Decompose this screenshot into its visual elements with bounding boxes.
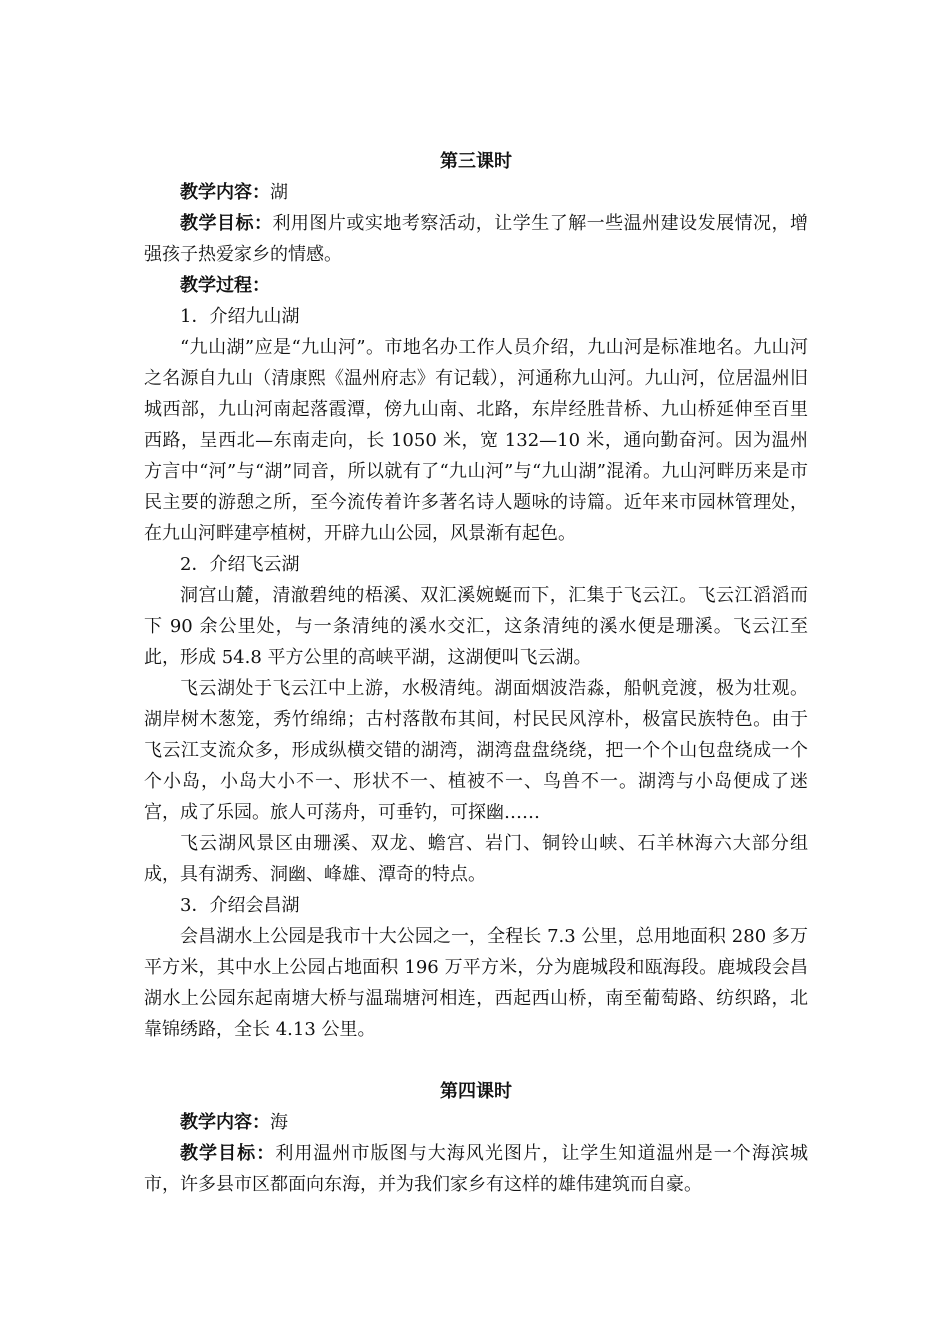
lesson4-content-line (144, 1107, 808, 1138)
lesson4-content-label: 教学内容： (180, 1112, 270, 1133)
lesson3-content-value: 湖 (270, 182, 288, 203)
lesson3-item3-paragraph: 会昌湖水上公园是我市十大公园之一，全程长 7.3 公里，总用地面积 280 多万平方米，其中水上公园占地面积 196 万平方米，分为鹿城段和瓯海段。鹿城段会昌湖水上公园东起南塘大桥与温瑞塘河相连，西起西山桥，南至葡萄路、纺织路，北靠锦绣路，全长 4.13 公里。 (144, 926, 808, 1040)
lesson3-item1-heading: 1．介绍九山湖 (180, 306, 300, 327)
lesson3-item2-paragraph-3: 飞云湖风景区由珊溪、双龙、蟾宫、岩门、铜铃山峡、石羊林海六大部分组成，具有湖秀、洞幽、峰雄、潭奇的特点。 (144, 833, 808, 885)
lesson3-process-label-line (144, 270, 808, 301)
lesson3-goal-label: 教学目标： (180, 213, 273, 234)
lesson3-item3-heading: 3．介绍会昌湖 (180, 895, 300, 916)
lesson3-title: 第三课时 (440, 151, 512, 172)
lesson4-content-value: 海 (270, 1112, 288, 1133)
lesson3-content-line (144, 177, 808, 208)
lesson4-goal-line (144, 1138, 808, 1200)
lesson3-item1-paragraph: “九山湖”应是“九山河”。市地名办工作人员介绍，九山河是标准地名。九山河之名源自九山（清康熙《温州府志》有记载），河通称九山河。九山河，位居温州旧城西部，九山河南起落霞潭，傍九山南、北路，东岸经胜昔桥、九山桥延伸至百里西路，呈西北—东南走向，长 1050 米，宽 132—10 米，通向勤奋河。因为温州方言中“河”与“湖”同音，所以就有了“九山河”与“九山湖”混淆。九山河畔历来是市民主要的游憩之所，至今流传着许多著名诗人题咏的诗篇。近年来市园林管理处，在九山河畔建亭植树，开辟九山公园，风景渐有起色。 (144, 337, 808, 544)
lesson4-title: 第四课时 (440, 1081, 512, 1102)
lesson3-content-label: 教学内容： (180, 182, 270, 203)
lesson3-process-label: 教学过程： (180, 275, 270, 296)
lesson3-goal-text: 利用图片或实地考察活动，让学生了解一些温州建设发展情况，增强孩子热爱家乡的情感。 (144, 213, 809, 265)
lesson4-goal-text: 利用温州市版图与大海风光图片，让学生知道温州是一个海滨城市，许多县市区都面向东海，并为我们家乡有这样的雄伟建筑而自豪。 (144, 1143, 808, 1195)
lesson3-goal-line (144, 208, 808, 270)
lesson3-item2-heading: 2．介绍飞云湖 (180, 554, 300, 575)
lesson3-item2-paragraph-1: 洞宫山麓，清澈碧纯的梧溪、双汇溪婉蜒而下，汇集于飞云江。飞云江滔滔而下 90 余公里处，与一条清纯的溪水交汇，这条清纯的溪水便是珊溪。飞云江至此，形成 54.8 平方公里的高峡平湖，这湖便叫飞云湖。 (144, 585, 808, 668)
section-spacer (144, 1045, 808, 1076)
lesson3-item2-paragraph-2: 飞云湖处于飞云江中上游，水极清纯。湖面烟波浩淼，船帆竞渡，极为壮观。湖岸树木葱笼，秀竹绵绵；古村落散布其间，村民民风淳朴，极富民族特色。由于飞云江支流众多，形成纵横交错的湖湾，湖湾盘盘绕绕，把一个个山包盘绕成一个个小岛，小岛大小不一、形状不一、植被不一、鸟兽不一。湖湾与小岛便成了迷宫，成了乐园。旅人可荡舟，可垂钓，可探幽…… (144, 678, 808, 823)
document-page (144, 146, 808, 1200)
lesson4-goal-label: 教学目标： (180, 1143, 276, 1164)
